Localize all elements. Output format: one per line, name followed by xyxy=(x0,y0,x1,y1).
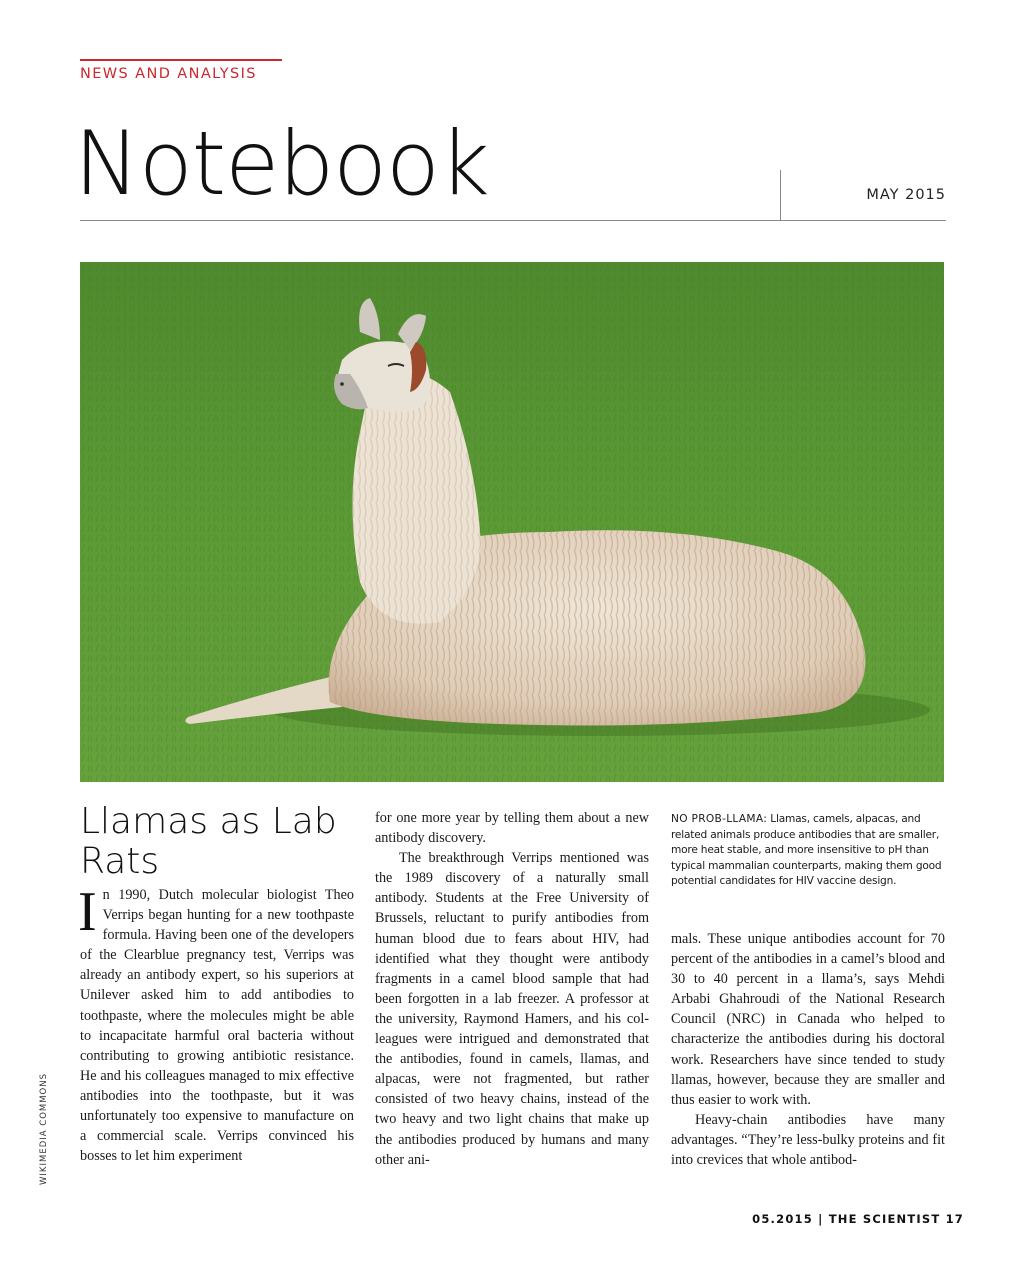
article-headline: Llamas as Lab Rats xyxy=(80,801,337,882)
paragraph-1-end: for one more year by telling them about a new antibody discovery. xyxy=(375,810,649,847)
caption-text: Llamas, camels, alpacas, and related animals produce antibodies that are smaller, more heat stable, and more insensitive to pH than typical mammalian counterparts, making them good potential candidates for HIV vaccine design. xyxy=(671,813,942,887)
section-rule xyxy=(80,59,282,61)
llama-illustration xyxy=(80,262,944,782)
paragraph-3: Heavy-chain antibodies have many advantages. “They’re less-bulky proteins and fit into crevices that whole antibod- xyxy=(671,1111,945,1169)
page-folio: 05.2015 | THE SCIENTIST 17 xyxy=(752,1212,964,1226)
paragraph-2-start: The breakthrough Verrips mentioned was the 1989 discovery of a naturally small antibody. Students at the Free University of Brussels, reluctant to purify antibodies from human blood due to fears about HIV, had identified what they thought were antibody fragments in a camel blood sample that had been forgotten in a lab freezer. A professor at the university, Raymond Hamers, and his colleagues were intrigued and demonstrated that the antibodies, found in camels, llamas, and alpacas, were not fragmented, but rather consisted of two heavy chains, instead of the two heavy and two light chains that make up the antibodies produced by humans and many other ani- xyxy=(375,850,649,1168)
issue-month: MAY 2015 xyxy=(866,187,946,203)
header-rule xyxy=(80,220,946,221)
photo-caption xyxy=(671,812,945,890)
article-column-2 xyxy=(375,808,649,1170)
paragraph-2-end: mals. These unique antibodies account for 70 percent of the antibodies in a camel’s blood and 30 to 40 percent in a llama’s, says Mehdi Arbabi Ghahroudi of the National Research Council (NRC) in Canada who helped to characterize the antibodies during his doctoral work. Researchers have since tended to study llamas, however, because they are smaller and thus easier to work with. xyxy=(671,931,945,1108)
photo-credit: WIKIMEDIA COMMONS xyxy=(39,1072,49,1185)
llama-photo xyxy=(80,262,944,782)
caption-label: NO PROB-LLAMA: xyxy=(671,813,768,825)
drop-cap: I xyxy=(78,881,97,943)
article-column-1 xyxy=(78,881,354,1166)
section-label: NEWS AND ANALYSIS xyxy=(80,66,257,82)
page-title: Notebook xyxy=(74,112,489,215)
header-divider xyxy=(780,170,781,220)
paragraph-1-text: n 1990, Dutch molecular biologist Theo Verrips began hunting for a new toothpaste formula. Having been one of the developers of the Clearblue pregnancy test, Verrips was already an antibody expert, so his superiors at Unilever asked him to add antibodies to toothpaste, where the molecules might be able to incapacitate harmful oral bacteria without contributing to growing antibiotic resistance. He and his colleagues managed to mix effective antibodies into the toothpaste, but it was unfortunately too expensive to manufacture on a commercial scale. Verrips convinced his bosses to let him experiment xyxy=(80,887,354,1165)
article-column-3 xyxy=(671,929,945,1170)
